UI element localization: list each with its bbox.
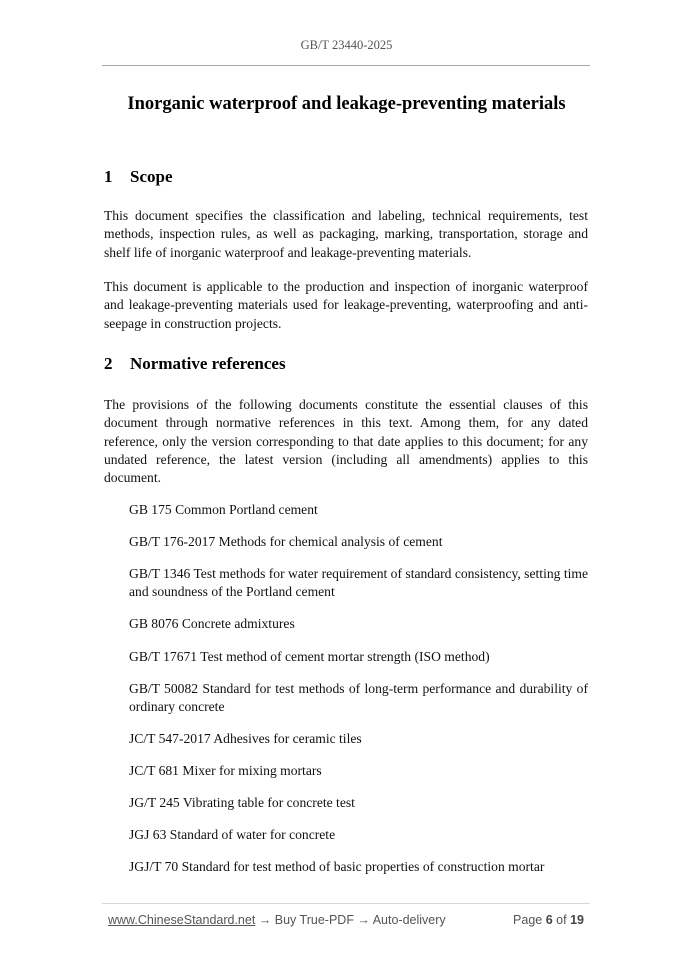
section-heading-scope [104, 167, 173, 187]
reference-item: GB 175 Common Portland cement [129, 502, 318, 517]
page-indicator [513, 913, 584, 927]
section-heading-normative-references [104, 354, 286, 374]
header-divider [102, 65, 590, 66]
of-label: of [556, 913, 567, 927]
page-header: GB/T 23440-2025 [300, 38, 393, 52]
reference-item: JC/T 681 Mixer for mixing mortars [129, 763, 322, 778]
document-title: Inorganic waterproof and leakage-preventing materials [127, 94, 566, 114]
section-title: Scope [130, 167, 173, 186]
page-label: Page [513, 913, 543, 927]
reference-item: JGJ/T 70 Standard for test method of basic properties of construction mortar [129, 859, 545, 874]
reference-item: GB/T 1346 Test methods for water requirement of standard consistency, setting time and soundness of the Portland cement [129, 566, 588, 600]
arrow-right-icon: → [255, 913, 275, 927]
reference-item: JG/T 245 Vibrating table for concrete test [129, 795, 355, 810]
arrow-right-icon: → [353, 913, 373, 927]
reference-item: JC/T 547-2017 Adhesives for ceramic tiles [129, 731, 362, 746]
buy-true-pdf-text: Buy True-PDF [274, 913, 354, 927]
normative-references-paragraph: The provisions of the following documents constitute the essential clauses of this document through normative references in this text. Among them, for any dated reference, only the version corresponding to that date applies to this document; for any undated reference, the latest version (including all amendments) applies to this document. [104, 397, 588, 486]
reference-item: JGJ 63 Standard of water for concrete [129, 827, 336, 842]
reference-item: GB 8076 Concrete admixtures [129, 616, 295, 631]
section-title: Normative references [130, 354, 286, 373]
chinesestandard-link[interactable]: www.ChineseStandard.net [108, 913, 256, 927]
scope-paragraph-1: This document specifies the classification and labeling, technical requirements, test methods, inspection rules, as well as packaging, marking, transportation, storage and shelf life of inorganic waterproof and leakage-preventing materials. [104, 208, 588, 260]
footer-divider [102, 903, 590, 904]
auto-delivery-text: Auto-delivery [372, 913, 446, 927]
section-number: 2 [104, 354, 113, 373]
section-number: 1 [104, 167, 113, 186]
current-page: 6 [545, 913, 553, 927]
reference-item: GB/T 17671 Test method of cement mortar strength (ISO method) [129, 649, 490, 664]
reference-item: GB/T 50082 Standard for test methods of long-term performance and durability of ordinary concrete [129, 681, 588, 715]
scope-paragraph-2: This document is applicable to the production and inspection of inorganic waterproof and leakage-preventing materials used for leakage-preventing, waterproofing and anti-seepage in construction projects. [104, 279, 588, 331]
page-footer [108, 913, 588, 927]
reference-item: GB/T 176-2017 Methods for chemical analysis of cement [129, 534, 443, 549]
total-pages: 19 [570, 913, 584, 927]
